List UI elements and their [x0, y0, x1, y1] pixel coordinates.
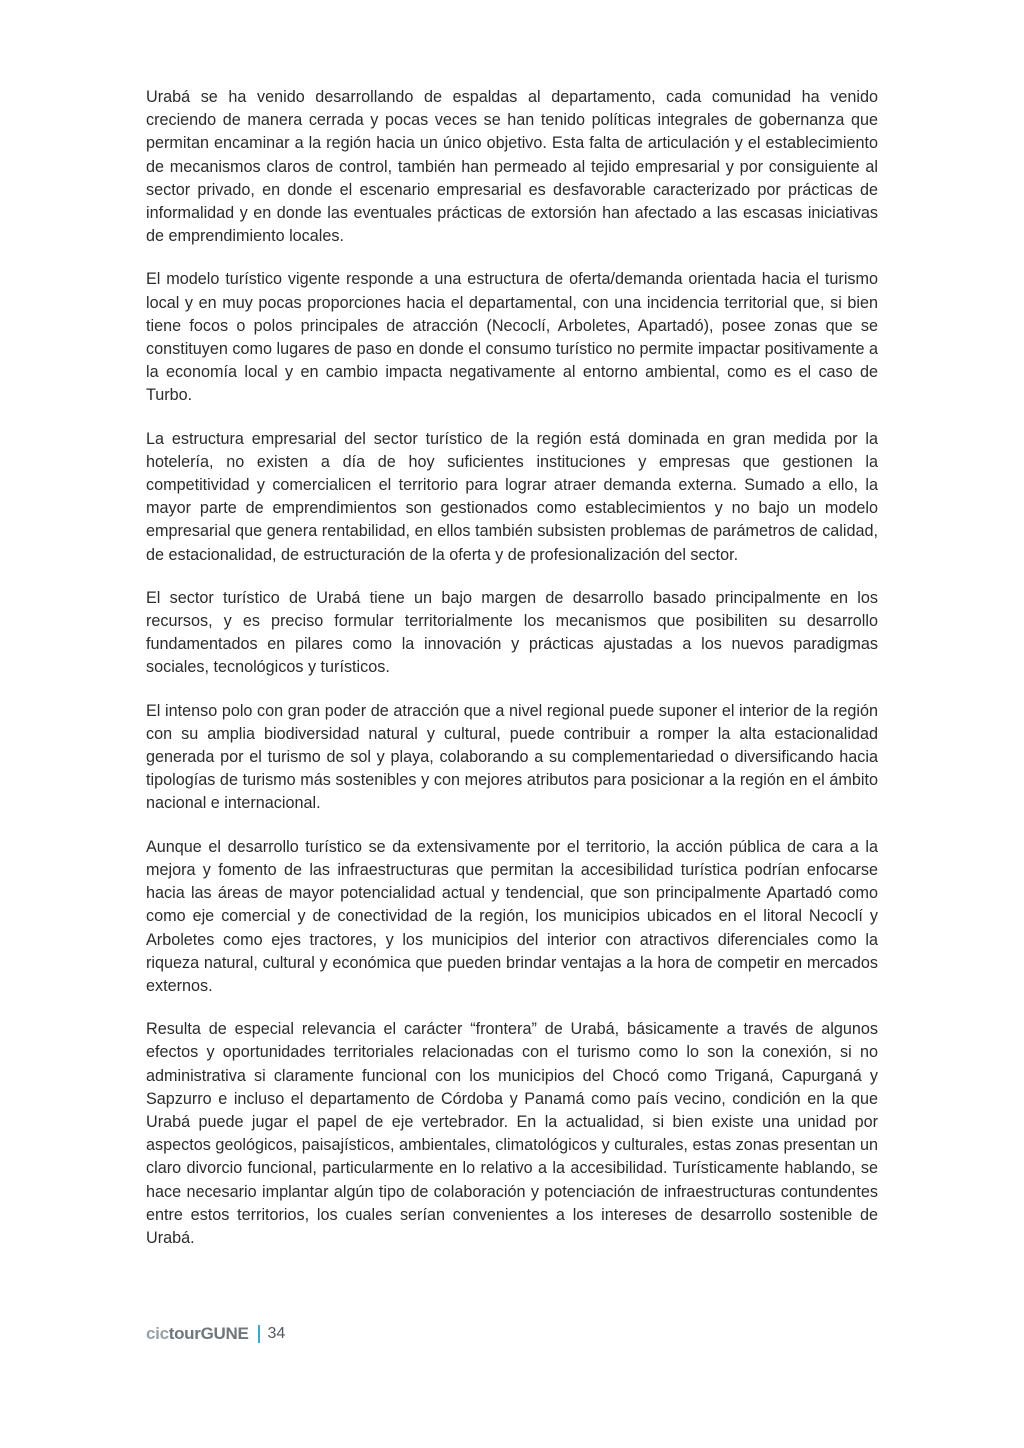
page-footer — [146, 1323, 285, 1345]
cictourgune-logo — [146, 1324, 249, 1344]
paragraph-1: Urabá se ha venido desarrollando de espaldas al departamento, cada comunidad ha venido creciendo de manera cerrada y pocas veces se han tenido políticas integrales de gobernanza que permitan encaminar a la región hacia un único objetivo. Esta falta de articulación y el establecimiento de mecanismos claros de control, también han permeado al tejido empresarial y por consiguiente al sector privado, en donde el escenario empresarial es desfavorable caracterizado por prácticas de informalidad y en donde las eventuales prácticas de extorsión han afectado a las escasas iniciativas de emprendimiento locales. — [146, 88, 878, 246]
paragraph-7: Resulta de especial relevancia el carácter “frontera” de Urabá, básicamente a través de algunos efectos y oportunidades territoriales relacionadas con el turismo como lo son la conexión, si no administrativa si claramente funcional con los municipios del Chocó como Triganá, Capurganá y Sapzurro e incluso el departamento de Córdoba y Panamá como país vecino, condición en la que Urabá puede jugar el papel de eje vertebrador. En la actualidad, si bien existe una unidad por aspectos geológicos, paisajísticos, ambientales, climatológicos y culturales, estas zonas presentan un claro divorcio funcional, particularmente en lo relativo a la accesibilidad. Turísticamente hablando, se hace necesario implantar algún tipo de colaboración y potenciación de infraestructuras contundentes entre estos territorios, los cuales serían convenientes a los intereses de desarrollo sostenible de Urabá. — [146, 1020, 878, 1247]
document-body — [146, 86, 878, 1270]
page-number: 34 — [267, 1325, 286, 1342]
paragraph-4: El sector turístico de Urabá tiene un bajo margen de desarrollo basado principalmente en los recursos, y es preciso formular territorialmente los mecanismos que posibiliten su desarrollo fundamentados en pilares como la innovación y prácticas ajustadas a los nuevos paradigmas sociales, tecnológicos y turísticos. — [146, 588, 878, 677]
paragraph-5: El intenso polo con gran poder de atracción que a nivel regional puede suponer el interior de la región con su amplia biodiversidad natural y cultural, puede contribuir a romper la alta estacionalidad generada por el turismo de sol y playa, colaborando a su complementariedad o diversificando hacia tipologías de turismo más sostenibles y con mejores atributos para posicionar a la región en el ámbito nacional e internacional. — [146, 701, 878, 813]
logo-prefix: cic — [146, 1324, 169, 1343]
paragraph-2: El modelo turístico vigente responde a una estructura de oferta/demanda orientada hacia el turismo local y en muy pocas proporciones hacia el departamental, con una incidencia territorial que, si bien tiene focos o polos principales de atracción (Necoclí, Arboletes, Apartadó), posee zonas que se constituyen como lugares de paso en donde el consumo turístico no permite impactar positivamente a la economía local y en cambio impacta negativamente al entorno ambiental, como es el caso de Turbo. — [146, 270, 878, 405]
footer-separator — [258, 1325, 260, 1343]
paragraph-6: Aunque el desarrollo turístico se da extensivamente por el territorio, la acción pública de cara a la mejora y fomento de las infraestructuras que permitan la accesibilidad turística podrían enfocarse hacia las áreas de mayor potencialidad actual y tendencial, que son principalmente Apartadó como como eje comercial y de conectividad de la región, los municipios ubicados en el litoral Necoclí y Arboletes como ejes tractores, y los municipios del interior con atractivos diferenciales como la riqueza natural, cultural y económica que pueden brindar ventajas a la hora de competir en mercados externos. — [146, 837, 878, 995]
logo-suffix: tourGUNE — [168, 1324, 249, 1343]
paragraph-3: La estructura empresarial del sector turístico de la región está dominada en gran medida por la hotelería, no existen a día de hoy suficientes instituciones y empresas que gestionen la competitividad y comercialicen el territorio para lograr atraer demanda externa. Sumado a ello, la mayor parte de emprendimientos son gestionados como establecimientos y no bajo un modelo empresarial que genera rentabilidad, en ellos también subsisten problemas de parámetros de calidad, de estacionalidad, de estructuración de la oferta y de profesionalización del sector. — [146, 429, 878, 564]
